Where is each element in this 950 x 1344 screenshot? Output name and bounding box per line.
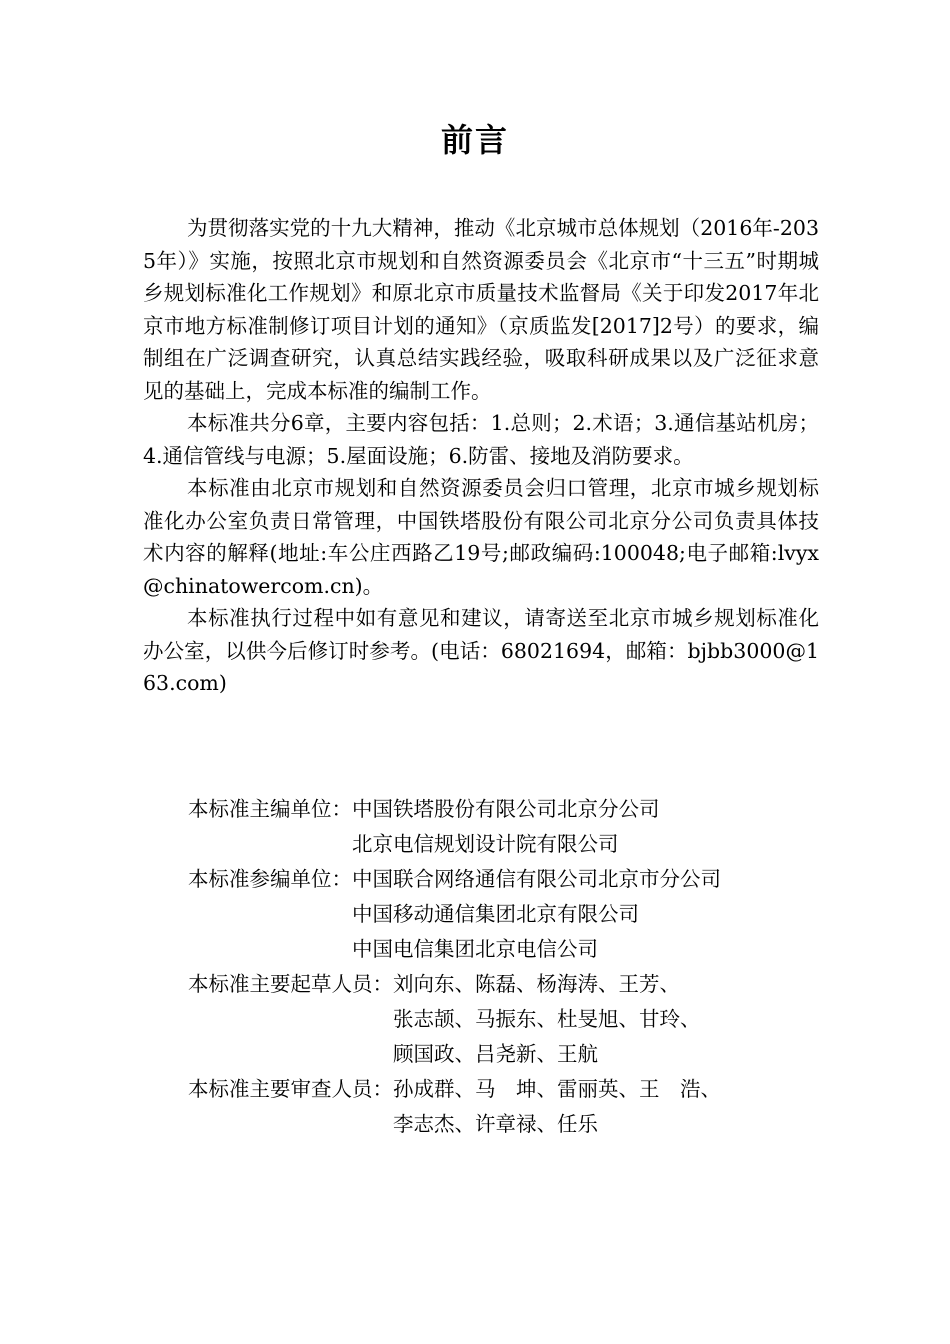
credit-label: 本标准主要审查人员：: [188, 1077, 393, 1101]
credit-line: 北京电信规划设计院有限公司: [352, 832, 619, 856]
page-title: 前言: [440, 121, 509, 159]
paragraph-purpose: 为贯彻落实党的十九大精神，推动《北京城市总体规划（2016年-2035年）》实施，按照北京市规划和自然资源委员会《北京市“十三五”时期城乡规划标准化工作规划》和原北京市质量技术监督局《关于印发2017年北京市地方标准制修订项目计划的通知》（京质监发[2017]2号）的要求，编制组在广泛调查研究，认真总结实践经验，吸取科研成果以及广泛征求意见的基础上，完成本标准的编制工作。: [143, 216, 819, 403]
credit-line: 顾国政、吕尧新、王航: [393, 1042, 598, 1066]
credit-line: 中国移动通信集团北京有限公司: [352, 902, 639, 926]
credit-drafters: [188, 967, 828, 1072]
credit-reviewers: [188, 1072, 828, 1142]
paragraph-management: 本标准由北京市规划和自然资源委员会归口管理，北京市城乡规划标准化办公室负责日常管理，中国铁塔股份有限公司北京分公司负责具体技术内容的解释(地址:车公庄西路乙19号;邮政编码:100048;电子邮箱:lvyx@chinatowercom.cn)。: [143, 476, 819, 598]
preface-body: [143, 212, 819, 700]
credit-chief-editor-units: [188, 792, 828, 862]
credit-values: [393, 967, 701, 1072]
credit-label: 本标准主编单位：: [188, 797, 352, 821]
credit-line: 孙成群、马 坤、雷丽英、王 浩、: [393, 1077, 721, 1101]
credit-line: 刘向东、陈磊、杨海涛、王芳、: [393, 972, 680, 996]
credit-line: 中国电信集团北京电信公司: [352, 937, 598, 961]
paragraph-contents: 本标准共分6章，主要内容包括：1.总则；2.术语；3.通信基站机房；4.通信管线与电源；5.屋面设施；6.防雷、接地及消防要求。: [143, 411, 819, 468]
credit-values: [352, 792, 660, 862]
credit-label: 本标准参编单位：: [188, 867, 352, 891]
credit-values: [393, 1072, 721, 1142]
credit-line: 张志颉、马振东、杜旻旭、甘玲、: [393, 1007, 701, 1031]
paragraph-feedback: 本标准执行过程中如有意见和建议，请寄送至北京市城乡规划标准化办公室，以供今后修订时参考。(电话：68021694，邮箱：bjbb3000@163.com): [143, 606, 819, 695]
credit-line: 中国铁塔股份有限公司北京分公司: [352, 797, 660, 821]
credit-line: 中国联合网络通信有限公司北京市分公司: [352, 867, 721, 891]
credit-line: 李志杰、许章禄、任乐: [393, 1112, 598, 1136]
credit-label: 本标准主要起草人员：: [188, 972, 393, 996]
credit-values: [352, 862, 721, 967]
credit-participating-units: [188, 862, 828, 967]
credits-section: [188, 792, 828, 1142]
